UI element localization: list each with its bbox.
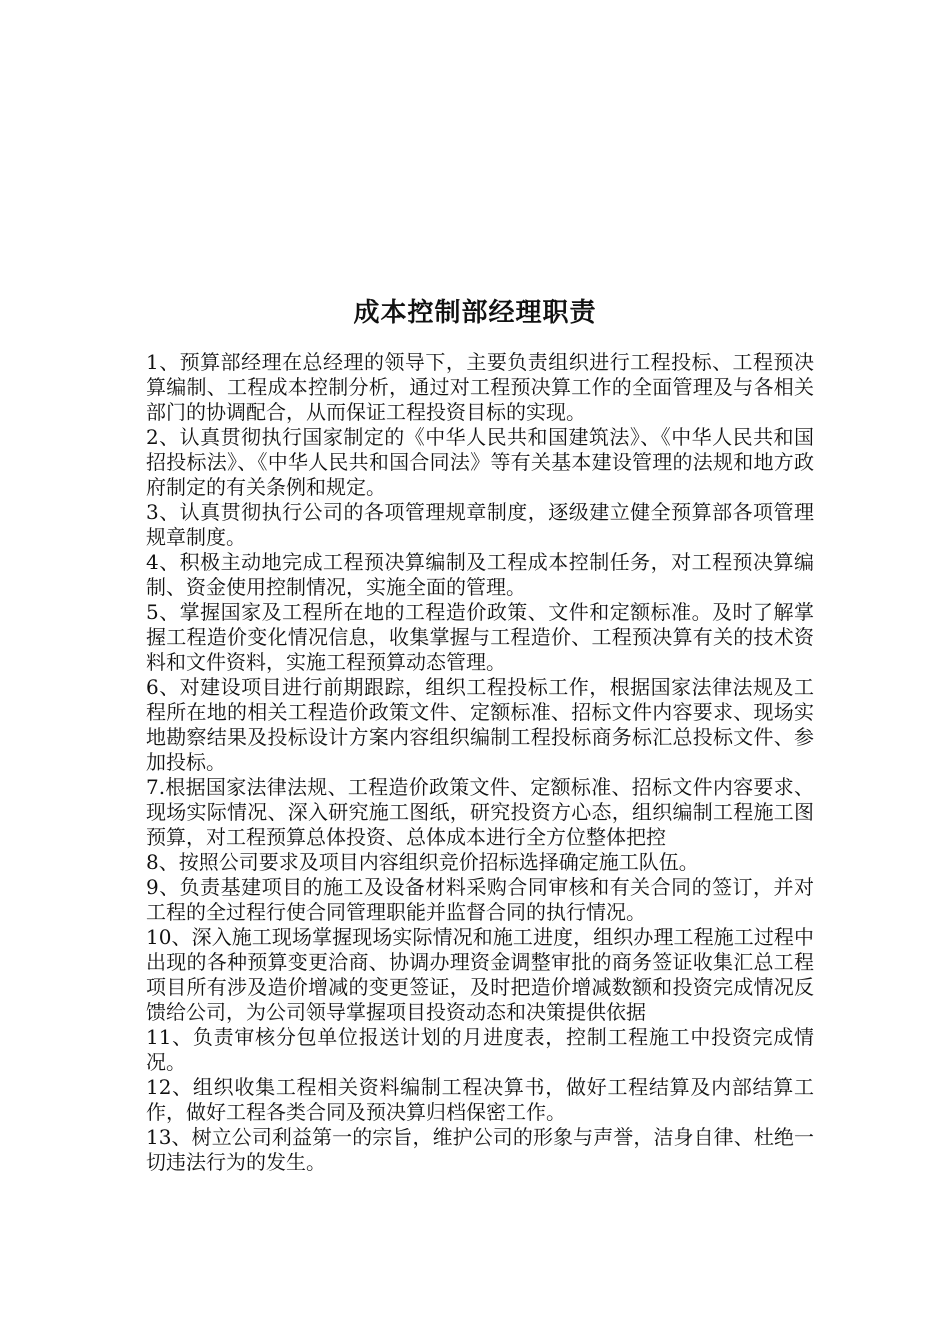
duty-item-12: 12、组织收集工程相关资料编制工程决算书，做好工程结算及内部结算工作，做好工程各类合同及预决算归档保密工作。 — [146, 1075, 814, 1124]
duty-item-8: 8、按照公司要求及项目内容组织竞价招标选择确定施工队伍。 — [146, 850, 699, 874]
duty-item-13: 13、树立公司利益第一的宗旨，维护公司的形象与声誉，洁身自律、杜绝一切违法行为的发生。 — [146, 1125, 814, 1174]
duty-item-4: 4、积极主动地完成工程预决算编制及工程成本控制任务，对工程预决算编制、资金使用控制情况，实施全面的管理。 — [146, 550, 814, 599]
duty-item-11: 11、负责审核分包单位报送计划的月进度表，控制工程施工中投资完成情况。 — [146, 1025, 814, 1074]
duty-item-5: 5、掌握国家及工程所在地的工程造价政策、文件和定额标准。及时了解掌握工程造价变化情况信息，收集掌握与工程造价、工程预决算有关的技术资料和文件资料，实施工程预算动态管理。 — [146, 600, 814, 674]
duty-item-10: 10、深入施工现场掌握现场实际情况和施工进度，组织办理工程施工过程中出现的各种预算变更洽商、协调办理资金调整审批的商务签证收集汇总工程项目所有涉及造价增减的变更签证，及时把造价增减数额和投资完成情况反馈给公司，为公司领导掌握项目投资动态和决策提供依据 — [146, 925, 814, 1024]
duty-item-1: 1、预算部经理在总经理的领导下，主要负责组织进行工程投标、工程预决算编制、工程成本控制分析，通过对工程预决算工作的全面管理及与各相关部门的协调配合，从而保证工程投资目标的实现。 — [146, 350, 814, 424]
duty-item-3: 3、认真贯彻执行公司的各项管理规章制度，逐级建立健全预算部各项管理规章制度。 — [146, 500, 814, 549]
duty-item-9: 9、负责基建项目的施工及设备材料采购合同审核和有关合同的签订，并对工程的全过程行使合同管理职能并监督合同的执行情况。 — [146, 875, 814, 924]
document-title: 成本控制部经理职责 — [353, 298, 597, 328]
document-body — [146, 350, 814, 1175]
duty-item-2: 2、认真贯彻执行国家制定的《中华人民共和国建筑法》、《中华人民共和国招投标法》、《中华人民共和国合同法》等有关基本建设管理的法规和地方政府制定的有关条例和规定。 — [146, 425, 814, 499]
duty-item-7: 7.根据国家法律法规、工程造价政策文件、定额标准、招标文件内容要求、现场实际情况、深入研究施工图纸，研究投资方心态，组织编制工程施工图预算，对工程预算总体投资、总体成本进行全方位整体把控 — [146, 775, 814, 849]
duty-item-6: 6、对建设项目进行前期跟踪，组织工程投标工作，根据国家法律法规及工程所在地的相关工程造价政策文件、定额标准、招标文件内容要求、现场实地勘察结果及投标设计方案内容组织编制工程投标商务标汇总投标文件、参加投标。 — [146, 675, 814, 774]
